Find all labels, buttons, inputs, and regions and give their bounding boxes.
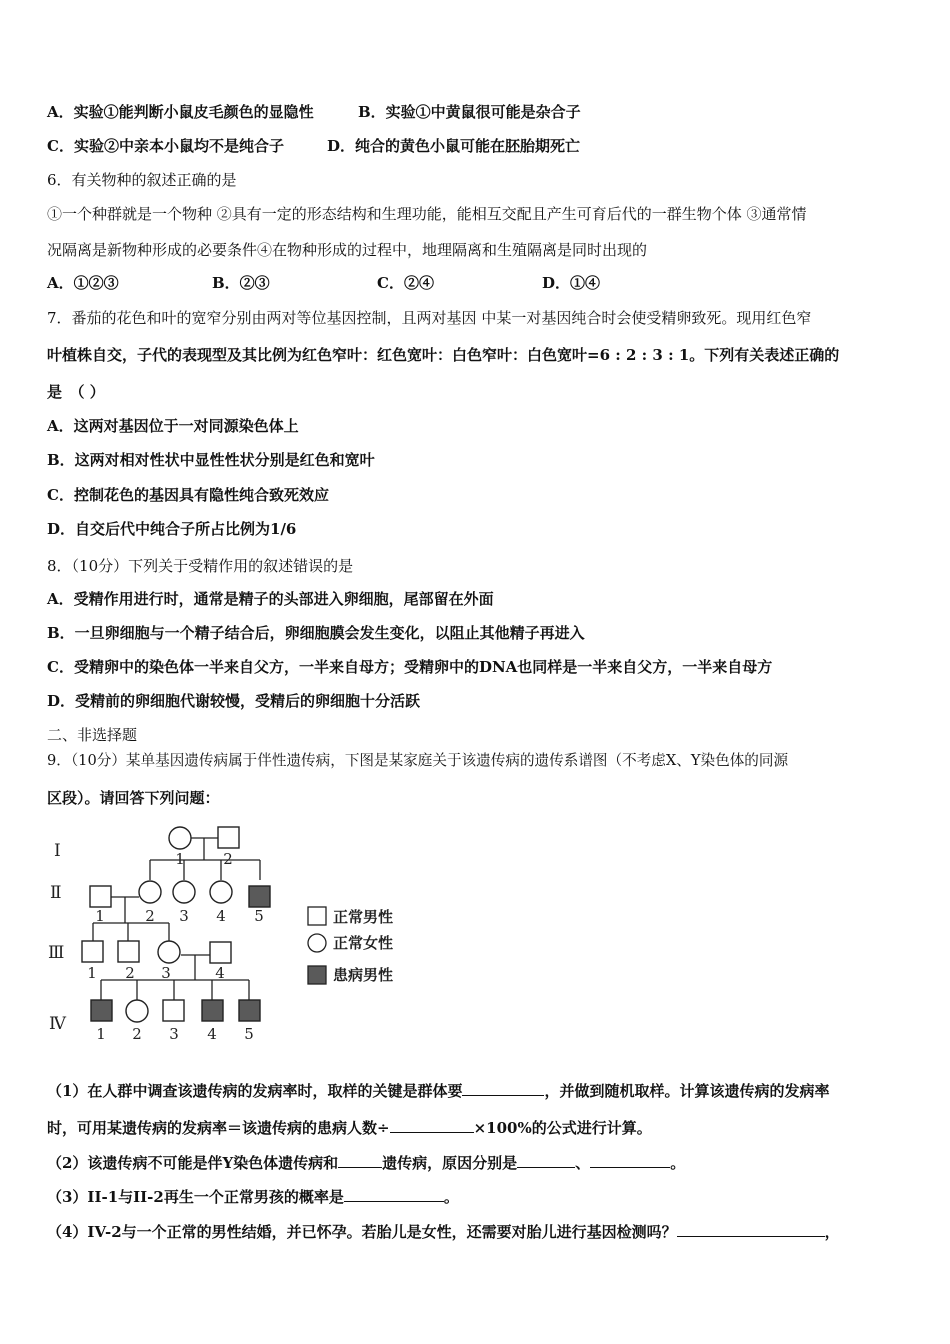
q6-line1: ①一个种群就是一个物种 ②具有一定的形态结构和生理功能，能相互交配且产生可育后代的一群生物个体 ③通常情 — [47, 205, 807, 223]
answer-blank-3[interactable] — [338, 1153, 382, 1168]
legend-normal-female: 正常女性 — [333, 934, 394, 952]
q6-line2: 况隔离是新物种形成的必要条件④在物种形成的过程中，地理隔离和生殖隔离是同时出现的 — [47, 241, 648, 259]
legend-normal-male: 正常男性 — [333, 908, 394, 926]
q5-option-d: D．纯合的黄色小鼠可能在胚胎期死亡 — [327, 137, 581, 155]
q9-line1: 9．（10分）某单基因遗传病属于伴性遗传病，下图是某家庭关于该遗传病的遗传系谱图（不考虑X、Y染色体的同源 — [47, 752, 789, 769]
q8-stem: 8．（10分）下列关于受精作用的叙述错误的是 — [47, 557, 354, 575]
q5-options-row2 — [47, 136, 580, 156]
gen-label-i: Ⅰ — [54, 841, 61, 861]
q6-stem: 6．有关物种的叙述正确的是 — [47, 171, 237, 189]
pedigree-iv3-male — [163, 1000, 184, 1021]
num-iv4: 4 — [207, 1025, 217, 1043]
q9-part1-line2: 时，可用某遗传病的发病率＝该遗传病的患病人数÷ ×100%的公式进行计算。 — [47, 1119, 652, 1137]
num-ii2: 2 — [145, 907, 155, 925]
pedigree-i2-male — [218, 827, 239, 848]
q8-option-a: A．受精作用进行时，通常是精子的头部进入卵细胞，尾部留在外面 — [47, 590, 494, 608]
q7-option-d: D．自交后代中纯合子所占比例为1/6 — [47, 520, 297, 538]
pedigree-iii2-male — [118, 941, 139, 962]
q6-option-b: B．②③ — [212, 274, 270, 292]
gen-label-iv: Ⅳ — [49, 1014, 66, 1034]
pedigree-iv4-affected-male — [202, 1000, 223, 1021]
num-iv3: 3 — [169, 1025, 179, 1043]
q7-line3: 是 （ ） — [47, 383, 105, 401]
q6-options — [47, 273, 600, 293]
answer-blank-7[interactable] — [677, 1222, 825, 1237]
num-ii3: 3 — [179, 907, 189, 925]
num-ii5: 5 — [254, 907, 264, 925]
pedigree-iv1-affected-male — [91, 1000, 112, 1021]
num-iii2: 2 — [125, 964, 135, 982]
num-i1: 1 — [175, 850, 185, 868]
q9-line2: 区段）。请回答下列问题： — [47, 789, 220, 807]
pedigree-ii4-female — [210, 881, 232, 903]
q5-option-a: A．实验①能判断小鼠皮毛颜色的显隐性 — [47, 103, 314, 121]
answer-blank-4[interactable] — [517, 1153, 575, 1168]
pedigree-chart — [40, 820, 420, 1050]
num-iv5: 5 — [244, 1025, 254, 1043]
pedigree-ii1-male — [90, 886, 111, 907]
q6-option-c: C．②④ — [377, 274, 434, 292]
answer-blank-1[interactable] — [462, 1081, 544, 1096]
num-ii4: 4 — [216, 907, 226, 925]
pedigree-ii3-female — [173, 881, 195, 903]
num-iv1: 1 — [96, 1025, 106, 1043]
num-i2: 2 — [223, 850, 233, 868]
section-heading: 二、非选择题 — [47, 726, 138, 744]
q5-option-c: C．实验②中亲本小鼠均不是纯合子 — [47, 137, 284, 155]
q8-option-b: B．一旦卵细胞与一个精子结合后，卵细胞膜会发生变化，以阻止其他精子再进入 — [47, 624, 585, 642]
pedigree-ii2-female — [139, 881, 161, 903]
legend-normal-female-icon — [308, 934, 326, 952]
q9-part4: （4）IV-2与一个正常的男性结婚，并已怀孕。若胎儿是女性，还需要对胎儿进行基因检测吗？ ， — [47, 1223, 840, 1241]
q5-options-row1 — [47, 102, 581, 122]
pedigree-ii5-affected-male — [249, 886, 270, 907]
q6-option-d: D．①④ — [542, 274, 601, 292]
answer-blank-5[interactable] — [590, 1153, 670, 1168]
pedigree-i1-female — [169, 827, 191, 849]
q7-line1: 7．番茄的花色和叶的宽窄分别由两对等位基因控制，且两对基因 中某一对基因纯合时会使受精卵致死。现用红色窄 — [47, 309, 812, 327]
num-iii4: 4 — [215, 964, 225, 982]
legend-affected-male-icon — [308, 966, 326, 984]
q7-option-c: C．控制花色的基因具有隐性纯合致死效应 — [47, 486, 329, 504]
q6-option-a: A．①②③ — [47, 274, 119, 292]
num-iv2: 2 — [132, 1025, 142, 1043]
q5-option-b: B．实验①中黄鼠很可能是杂合子 — [358, 103, 581, 121]
q7-option-a: A．这两对基因位于一对同源染色体上 — [47, 417, 299, 435]
num-ii1: 1 — [95, 907, 105, 925]
pedigree-iv5-affected-male — [239, 1000, 260, 1021]
pedigree-iii1-male — [82, 941, 103, 962]
pedigree-iii3-female — [158, 941, 180, 963]
q9-part3: （3）II-1与II-2再生一个正常男孩的概率是 。 — [47, 1188, 459, 1206]
answer-blank-6[interactable] — [344, 1187, 444, 1202]
num-iii1: 1 — [87, 964, 97, 982]
gen-label-ii: Ⅱ — [50, 883, 62, 903]
q9-part1-line1: （1）在人群中调查该遗传病的发病率时，取样的关键是群体要 ，并做到随机取样。计算该遗传病的发病率 — [47, 1082, 830, 1100]
q7-option-b: B．这两对相对性状中显性性状分别是红色和宽叶 — [47, 451, 375, 469]
legend-normal-male-icon — [308, 907, 326, 925]
q8-option-c: C．受精卵中的染色体一半来自父方，一半来自母方；受精卵中的DNA也同样是一半来自父方，一半来自母方 — [47, 658, 773, 676]
legend-affected-male: 患病男性 — [333, 966, 394, 984]
q9-part2: （2）该遗传病不可能是伴Y染色体遗传病和 遗传病，原因分别是 、 。 — [47, 1154, 686, 1172]
pedigree-iii4-male — [210, 942, 231, 963]
num-iii3: 3 — [161, 964, 171, 982]
q8-option-d: D．受精前的卵细胞代谢较慢，受精后的卵细胞十分活跃 — [47, 692, 421, 710]
gen-label-iii: Ⅲ — [48, 943, 65, 963]
pedigree-iv2-female — [126, 1000, 148, 1022]
q7-line2: 叶植株自交，子代的表现型及其比例为红色窄叶：红色宽叶：白色窄叶：白色宽叶=6 : 2 : 3 : 1。下列有关表述正确的 — [47, 346, 840, 364]
answer-blank-2[interactable] — [390, 1118, 474, 1133]
